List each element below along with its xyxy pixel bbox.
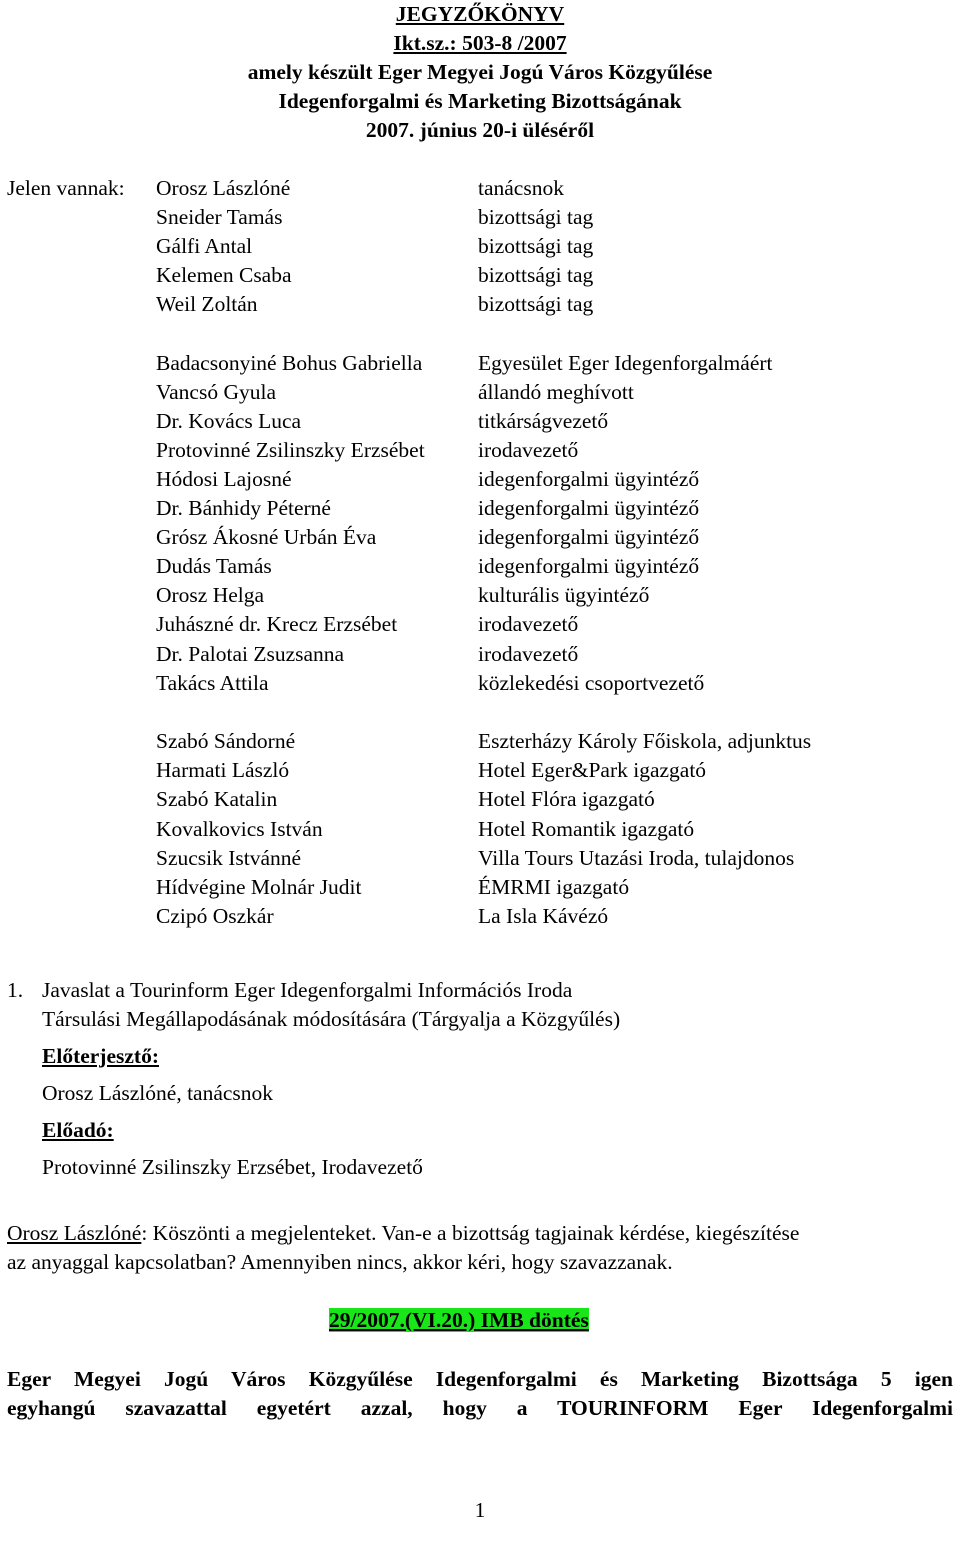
present-label: Jelen vannak: — [7, 176, 125, 200]
guest-name: Kovalkovics István — [156, 817, 323, 841]
staff-name: Dr. Bánhidy Péterné — [156, 496, 331, 520]
submitter-label — [42, 1042, 159, 1071]
staff-role: irodavezető — [478, 438, 579, 462]
staff-role: idegenforgalmi ügyintéző — [478, 496, 700, 520]
guest-role: ÉMRMI igazgató — [478, 875, 630, 899]
speaker-name: Orosz Lászlóné — [7, 1221, 142, 1245]
staff-role: idegenforgalmi ügyintéző — [478, 554, 700, 578]
member-role: bizottsági tag — [478, 205, 594, 229]
staff-name: Juhászné dr. Krecz Erzsébet — [156, 612, 398, 636]
staff-name: Dudás Tamás — [156, 554, 272, 578]
speech-line-2: az anyaggal kapcsolatban? Amennyiben nincs, akkor kéri, hogy szavazzanak. — [7, 1250, 673, 1274]
submitter: Orosz Lászlóné, tanácsnok — [42, 1081, 274, 1105]
guest-name: Szabó Sándorné — [156, 729, 296, 753]
member-name: Weil Zoltán — [156, 292, 258, 316]
staff-role: közlekedési csoportvezető — [478, 671, 705, 695]
decision-text-line-2: egyhangú szavazattal egyetért azzal, hogy a TOURINFORM Eger Idegenforgalmi — [7, 1396, 953, 1420]
guest-role: Hotel Flóra igazgató — [478, 787, 655, 811]
agenda-item-title: Javaslat a Tourinform Eger Idegenforgalmi Információs Iroda — [42, 978, 573, 1002]
guest-role: Hotel Eger&Park igazgató — [478, 758, 707, 782]
guest-role: Eszterházy Károly Főiskola, adjunktus — [478, 729, 812, 753]
decision-number-highlight: 29/2007.(VI.20.) IMB döntés — [329, 1308, 589, 1332]
decision-text-line-1: Eger Megyei Jogú Város Közgyűlése Idegenforgalmi és Marketing Bizottsága 5 igen — [7, 1367, 953, 1391]
guest-name: Czipó Oszkár — [156, 904, 274, 928]
staff-role: irodavezető — [478, 612, 579, 636]
guest-name: Hídvégine Molnár Judit — [156, 875, 362, 899]
staff-role: idegenforgalmi ügyintéző — [478, 525, 700, 549]
staff-role: idegenforgalmi ügyintéző — [478, 467, 700, 491]
guest-role: La Isla Kávézó — [478, 904, 609, 928]
staff-name: Protovinné Zsilinszky Erzsébet — [156, 438, 425, 462]
staff-name: Grósz Ákosné Urbán Éva — [156, 525, 377, 549]
staff-role: titkárságvezető — [478, 409, 609, 433]
decision-label — [329, 1306, 589, 1335]
presenter: Protovinné Zsilinszky Erzsébet, Irodavezető — [42, 1155, 423, 1179]
presenter-label — [42, 1116, 114, 1145]
staff-role: Egyesület Eger Idegenforgalmáért — [478, 351, 773, 375]
staff-name: Badacsonyiné Bohus Gabriella — [156, 351, 423, 375]
guest-role: Villa Tours Utazási Iroda, tulajdonos — [478, 846, 795, 870]
staff-name: Takács Attila — [156, 671, 269, 695]
staff-name: Hódosi Lajosné — [156, 467, 292, 491]
speech-line-1 — [7, 1219, 799, 1248]
guest-name: Szabó Katalin — [156, 787, 278, 811]
speech-text: : Köszönti a megjelenteket. Van-e a bizottság tagjainak kérdése, kiegészítése — [141, 1221, 800, 1245]
member-name: Kelemen Csaba — [156, 263, 292, 287]
member-role: bizottsági tag — [478, 263, 594, 287]
document-title: JEGYZŐKÖNYV — [395, 2, 565, 26]
page-number: 1 — [474, 1498, 486, 1522]
member-name: Sneider Tamás — [156, 205, 283, 229]
header-line-3: amely készült Eger Megyei Jogú Város Közgyűlése — [247, 60, 713, 84]
presenter-label-text: Előadó: — [42, 1118, 114, 1142]
member-name: Gálfi Antal — [156, 234, 253, 258]
header-line-5: 2007. június 20-i üléséről — [365, 118, 595, 142]
guest-name: Szucsik Istvánné — [156, 846, 302, 870]
staff-name: Orosz Helga — [156, 583, 265, 607]
agenda-item-title-cont: Társulási Megállapodásának módosítására (Tárgyalja a Közgyűlés) — [42, 1007, 621, 1031]
staff-role: állandó meghívott — [478, 380, 634, 404]
member-name: Orosz Lászlóné — [156, 176, 291, 200]
header-line-4: Idegenforgalmi és Marketing Bizottságának — [278, 89, 682, 113]
staff-name: Dr. Kovács Luca — [156, 409, 302, 433]
document-header — [0, 0, 960, 145]
member-role: tanácsnok — [478, 176, 564, 200]
member-role: bizottsági tag — [478, 234, 594, 258]
member-role: bizottsági tag — [478, 292, 594, 316]
staff-name: Vancsó Gyula — [156, 380, 277, 404]
guest-name: Harmati László — [156, 758, 290, 782]
guest-role: Hotel Romantik igazgató — [478, 817, 695, 841]
agenda-item-number: 1. — [7, 978, 24, 1002]
file-number: Ikt.sz.: 503-8 /2007 — [393, 31, 567, 55]
staff-role: irodavezető — [478, 642, 579, 666]
submitter-label-text: Előterjesztő: — [42, 1044, 159, 1068]
staff-role: kulturális ügyintéző — [478, 583, 650, 607]
staff-name: Dr. Palotai Zsuzsanna — [156, 642, 345, 666]
